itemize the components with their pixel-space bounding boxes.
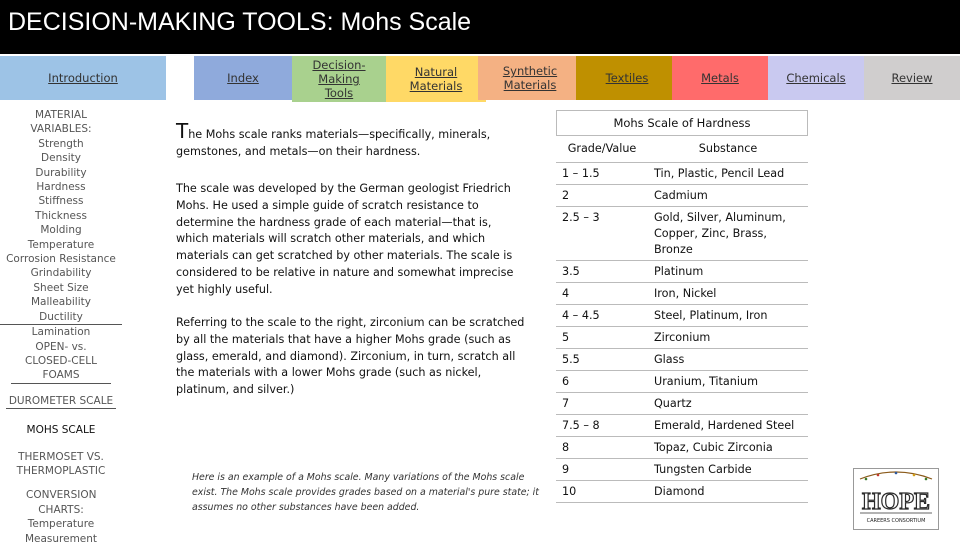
table-row [556,481,808,503]
tab-index-label: Index [227,71,259,85]
mohs-table [556,134,808,503]
substance-cell: Tungsten Carbide [648,459,808,481]
mohs-table-title: Mohs Scale of Hardness [556,110,808,136]
sidebar-item-thermoset[interactable]: THERMOSET VS. THERMOPLASTIC [16,450,106,477]
tab-review[interactable] [864,56,960,100]
sidebar-item-malleability[interactable]: Malleability [31,296,91,309]
table-row [556,305,808,327]
tab-introduction-label: Introduction [48,71,118,85]
grade-cell: 9 [556,459,648,481]
substance-cell: Emerald, Hardened Steel [648,415,808,437]
sidebar-item-hardness[interactable]: Hardness [36,181,86,194]
intro-text: he Mohs scale ranks materials—specifically, minerals, gemstones, and metals—on their hardness. [176,128,491,158]
sidebar-item-ductility[interactable]: Ductility [0,310,122,325]
sidebar-spacer [0,384,122,394]
sidebar [0,108,122,546]
substance-cell: Cadmium [648,185,808,207]
tab-metals[interactable] [672,56,768,100]
tab-natural-materials[interactable] [386,56,486,102]
table-row [556,437,808,459]
sidebar-item-density[interactable]: Density [41,152,81,165]
title-bar [0,0,960,54]
table-header-grade: Grade/Value [556,134,648,163]
tab-chemicals-label: Chemicals [786,71,846,85]
zirconium-paragraph: Referring to the scale to the right, zirconium can be scratched by all the materials that have a higher Mohs grade (such as glass, emerald, and diamond). Zirconium, in turn, scratch all the materials with a lower Mohs grade (such as nickel, platinum, and silver.) [176,316,525,397]
substance-cell: Platinum [648,261,808,283]
grade-cell: 1 – 1.5 [556,163,648,185]
tab-introduction[interactable] [0,56,166,100]
table-row [556,415,808,437]
tab-synthetic-materials-label: Synthetic Materials [502,64,558,92]
table-row [556,393,808,415]
grade-cell: 5 [556,327,648,349]
table-row [556,261,808,283]
sidebar-item-stiffness[interactable]: Stiffness [38,195,84,208]
sidebar-spacer [0,409,122,423]
sidebar-item-molding[interactable]: Molding [40,224,82,237]
sidebar-item-corrosion-resistance[interactable]: Corrosion Resistance [6,253,116,266]
grade-cell: 7.5 – 8 [556,415,648,437]
mohs-table-body [556,163,808,503]
grade-cell: 7 [556,393,648,415]
tab-textiles-label: Textiles [605,71,649,85]
tab-decision-making-tools[interactable] [292,56,386,102]
grade-cell: 5.5 [556,349,648,371]
sidebar-item-strength[interactable]: Strength [38,137,84,150]
sidebar-material-variables-heading: MATERIAL VARIABLES: [30,109,92,136]
tab-index[interactable] [194,56,292,100]
intro-drop-cap: T [176,119,189,143]
grade-cell: 3.5 [556,261,648,283]
grade-cell: 6 [556,371,648,393]
substance-cell: Steel, Platinum, Iron [648,305,808,327]
grade-cell: 4 [556,283,648,305]
substance-cell: Iron, Nickel [648,283,808,305]
history-paragraph: The scale was developed by the German geologist Friedrich Mohs. He used a simple guide of scratch resistance to determine the hardness grade of each material—that is, which materials will scratch other materials, and which materials can get scratched by other materials. The scale is considered to be relative in nature and somewhat imprecise yet highly useful. [176,182,514,296]
hope-logo-graphic [854,469,938,529]
tab-chemicals[interactable] [768,56,864,100]
sidebar-item-thickness[interactable]: Thickness [35,209,87,222]
table-header-substance: Substance [648,134,808,163]
substance-cell: Gold, Silver, Aluminum, Copper, Zinc, Brass, Bronze [648,207,808,261]
table-row [556,207,808,261]
substance-cell: Zirconium [648,327,808,349]
tab-review-label: Review [891,71,933,85]
table-row [556,349,808,371]
sidebar-spacer [0,438,122,450]
mohs-note: Here is an example of a Mohs scale. Many variations of the Mohs scale exist. The Mohs scale provides grades based on a material's pure state; it assumes no other substances have been added. [192,472,539,513]
substance-cell: Quartz [648,393,808,415]
tab-metals-label: Metals [701,71,739,85]
table-row [556,185,808,207]
tab-textiles[interactable] [576,56,678,100]
grade-cell: 4 – 4.5 [556,305,648,327]
sidebar-item-durometer[interactable]: DUROMETER SCALE [6,394,116,409]
grade-cell: 2 [556,185,648,207]
page-title: DECISION-MAKING TOOLS: Mohs Scale [8,8,472,36]
sidebar-item-durability[interactable]: Durability [35,166,87,179]
sidebar-conversion-heading: CONVERSION CHARTS: [26,489,97,516]
table-row [556,163,808,185]
hope-careers-logo [853,468,939,530]
substance-cell: Topaz, Cubic Zirconia [648,437,808,459]
substance-cell: Glass [648,349,808,371]
grade-cell: 2.5 – 3 [556,207,648,261]
grade-cell: 10 [556,481,648,503]
tab-natural-materials-label: Natural Materials [409,65,463,93]
substance-cell: Uranium, Titanium [648,371,808,393]
tab-decision-making-tools-label: Decision-Making Tools [312,58,366,100]
substance-cell: Tin, Plastic, Pencil Lead [648,163,808,185]
logo-consortium-text: CAREERS CONSORTIUM [866,518,926,524]
intro-paragraph [176,119,526,161]
sidebar-item-foams[interactable]: OPEN- vs. CLOSED-CELL FOAMS [11,340,111,384]
table-row [556,283,808,305]
sidebar-item-mohs[interactable]: MOHS SCALE [26,424,96,437]
sidebar-item-lamination[interactable]: Lamination [31,326,91,339]
table-row [556,371,808,393]
table-row [556,327,808,349]
substance-cell: Diamond [648,481,808,503]
sidebar-item-sheet-size[interactable]: Sheet Size [33,281,89,294]
logo-hope-text: HOPE [861,489,931,515]
sidebar-item-conversion-measurement[interactable]: Measurement [24,532,98,545]
sidebar-spacer [0,478,122,488]
sidebar-item-grindability[interactable]: Grindability [30,267,92,280]
table-header-row [556,134,808,163]
sidebar-item-temperature[interactable]: Temperature [27,238,95,251]
sidebar-item-conversion-temperature[interactable]: Temperature [27,518,95,531]
grade-cell: 8 [556,437,648,459]
tab-synthetic-materials[interactable] [478,56,582,100]
table-row [556,459,808,481]
